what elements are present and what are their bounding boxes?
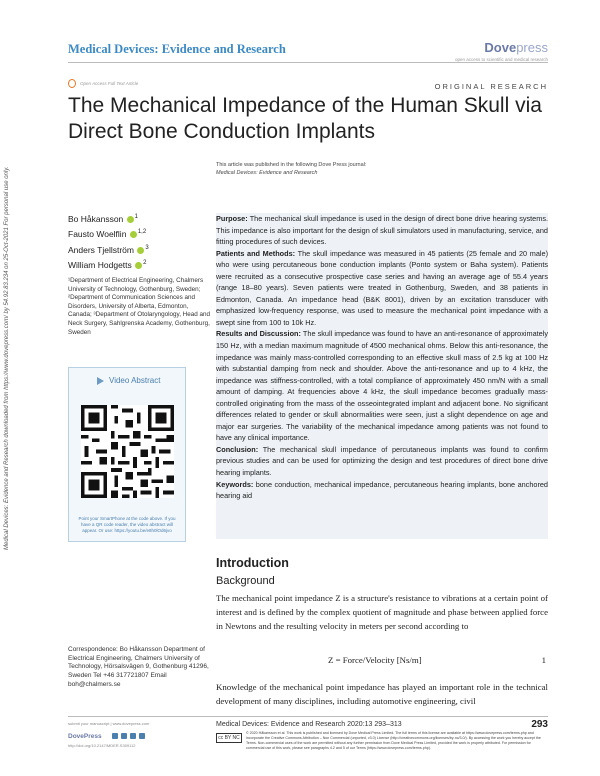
author-item <box>68 257 213 272</box>
abstract-section <box>216 213 548 248</box>
equation-number: 1 <box>541 655 546 665</box>
abstract-body: The mechanical skull impedance is used in the design of direct bone drive hearing systems. This impedance is also important for the design of skull simulators used in manufacturing, service, and fitting procedures of such devices. <box>216 214 548 247</box>
publication-note <box>216 161 366 177</box>
submit-link[interactable]: submit your manuscript | www.dovepress.com <box>68 721 150 726</box>
equation-text: Z = Force/Velocity [Ns/m] <box>328 655 422 665</box>
author-affiliation-sup: 1 <box>134 214 139 220</box>
author-affiliation-sup: 3 <box>145 244 149 251</box>
author-item <box>68 242 213 257</box>
orcid-icon[interactable] <box>137 247 144 254</box>
affiliations: ¹Department of Electrical Engineering, Chalmers University of Technology, Gothenburg, Sweden; ²Department of Communication Sciences and Disorders, University of Alberta, Edmonton, Canada; ³Department of Otolaryngology, Head and Neck Surgery, Sahlgrenska Academy, Gothenburg, Sweden <box>68 277 210 336</box>
orcid-icon[interactable] <box>130 231 137 238</box>
abstract-label: Purpose: <box>216 214 248 223</box>
abstract-section <box>216 248 548 329</box>
orcid-icon[interactable] <box>135 262 142 269</box>
correspondence: Correspondence: Bo Håkansson Department of Electrical Engineering, Chalmers University of Technology, Hörsalsvägen 9, Gothenburg 41296, Sweden Tel +46 317721807 Email boh@chalmers.se <box>68 646 209 688</box>
download-sidebar-text: Medical Devices: Evidence and Research downloaded from https://www.dovepress.com/ by 54.92.83.234 on 25-Oct-2021 For personal use only. <box>4 166 10 550</box>
author-item <box>68 211 213 226</box>
abstract-box <box>216 213 548 539</box>
footer-citation: Medical Devices: Evidence and Research 2020:13 293–313 <box>216 721 402 728</box>
abstract-section <box>216 444 548 479</box>
abstract-section <box>216 479 548 502</box>
author-name[interactable]: William Hodgetts <box>68 259 132 270</box>
play-icon[interactable] <box>97 377 104 385</box>
intro-paragraph-2: Knowledge of the mechanical point impedance has played an important role in the technical development of many disciplines, including automotive engineering, civil <box>216 682 548 706</box>
footer-dovepress-logo[interactable]: DovePress <box>68 733 102 740</box>
open-access-lock-icon <box>68 79 76 88</box>
linkedin-icon[interactable] <box>130 733 136 739</box>
logo-main: Dove <box>484 40 517 55</box>
facebook-icon[interactable] <box>112 733 118 739</box>
cc-license-badge[interactable]: cc BY NC <box>216 733 242 743</box>
intro-paragraph-1: The mechanical point impedance Z is a structure's resistance to vibrations at a certain point of interest and is defined by the complex quotient of magnitude and phase between applied force in Newtons and the resulting velocity in meters per second according to <box>216 593 548 631</box>
abstract-label: Keywords: <box>216 479 254 489</box>
page-number: 293 <box>531 719 548 730</box>
abstract-body: The skull impedance was measured in 45 patients (25 female and 20 male) who were using percutaneous bone conduction implants (Ponto system or Baha system). Patients were recruited as a consecutive prospective case series and having an average age of 55.4 years (range 18–80 years). Seven patients were treated in Gothenburg, Sweden, and 38 patients in Edmonton, Canada. An impedance head (B&K 8001), driven by an excitation transducer with emphasized low-frequency response, was used to measure the mechanical point impedance with a swept sine from 100 to 10k Hz. <box>216 248 549 327</box>
article-type: ORIGINAL RESEARCH <box>434 82 548 91</box>
open-access-text: Open Access Full Text Article <box>80 81 139 86</box>
twitter-icon[interactable] <box>121 733 127 739</box>
author-item <box>68 226 213 241</box>
abstract-body: The mechanical skull impedance of percutaneous implants was found to confirm previous studies and can be used for optimizing the design and test procedures of direct bone drive hearing implants. <box>216 444 548 478</box>
header-divider <box>68 62 548 63</box>
author-affiliation-sup: 2 <box>143 259 147 266</box>
logo-sub: press <box>516 40 548 55</box>
abstract-label: Conclusion: <box>216 444 259 454</box>
orcid-icon[interactable] <box>127 216 134 223</box>
doi-link[interactable]: http://doi.org/10.2147/MDER.S309112 <box>68 743 136 748</box>
author-list <box>68 211 213 272</box>
abstract-label: Results and Discussion: <box>216 329 301 339</box>
abstract-label: Patients and Methods: <box>216 248 296 258</box>
introduction-heading: Introduction <box>216 556 289 570</box>
footer-divider <box>68 716 548 717</box>
dovepress-logo[interactable] <box>484 40 548 55</box>
abstract-body: bone conduction, mechanical impedance, percutaneous hearing implants, bone anchored hearing aid <box>216 479 548 501</box>
video-abstract-instructions: Point your SmartPhone at the code above. If you have a QR code reader, the video abstract will appear. Or use: https://youtu.be/e8h0lOd6jvo <box>78 516 176 533</box>
publication-note-line2: Medical Devices: Evidence and Research <box>216 170 318 176</box>
qr-code[interactable] <box>81 405 174 498</box>
open-access-label <box>68 79 138 88</box>
publication-note-line1: This article was published in the following Dove Press journal: <box>216 162 367 168</box>
author-name[interactable]: Bo Håkansson <box>68 213 124 224</box>
youtube-icon[interactable] <box>139 733 145 739</box>
abstract-body: The skull impedance was found to have an anti-resonance of approximately 150 Hz, with a median maximum magnitude of 4500 mechanical ohms. Below this anti-resonance, the impedance was mainly mass-controlled corresponding to an effective skull mass of 2.5 kg at 100 Hz with substantial damping from neck and shoulder. Above the anti-resonance and up to 4 kHz, the impedance was stiffness-controlled, with a total compliance of approximately 450 nm/N with a small amount of damping. At frequencies above 4 kHz, the skull impedance becomes gradually mass-controlled originating from the mass of the osseointegrated implant and adjacent bone. No significant differences related to gender or skull abnormalities were seen, just a slight dependence on age and major ear surgeries. The variability of the mechanical impedance among patients was not found to have any clinical importance. <box>216 329 549 443</box>
video-abstract-header[interactable] <box>69 368 185 385</box>
license-text: © 2020 Håkansson et al. This work is published and licensed by Dove Medical Press Limited. The full terms of this license are available at https://www.dovepress.com/terms.php and incorporate the Creative Commons Attribution – Non Commercial (unported, v3.0) License (http://creativecommons.org/licenses/by-nc/3.0/). By accessing the work you hereby accept the Terms. Non-commercial uses of the work are permitted without any further permission from Dove Medical Press Limited, provided the work is properly attributed. For permission for commercial use of this work, please see paragraphs 4.2 and 5 of our Terms (https://www.dovepress.com/terms.php). <box>246 731 541 750</box>
logo-tagline: open access to scientific and medical research <box>454 57 548 62</box>
abstract-section <box>216 328 548 443</box>
article-title: The Mechanical Impedance of the Human Skull via Direct Bone Conduction Implants <box>68 94 542 143</box>
author-name[interactable]: Fausto Woelflin <box>68 229 127 240</box>
download-sidebar <box>3 130 51 550</box>
author-affiliation-sup: 1,2 <box>137 229 147 236</box>
author-name[interactable]: Anders Tjellström <box>68 244 134 255</box>
abstract-text <box>216 213 548 502</box>
social-icons <box>112 733 145 739</box>
journal-name: Medical Devices: Evidence and Research <box>68 42 286 56</box>
background-heading: Background <box>216 575 275 587</box>
video-abstract-title[interactable]: Video Abstract <box>109 376 161 385</box>
video-abstract-box[interactable] <box>68 367 186 542</box>
